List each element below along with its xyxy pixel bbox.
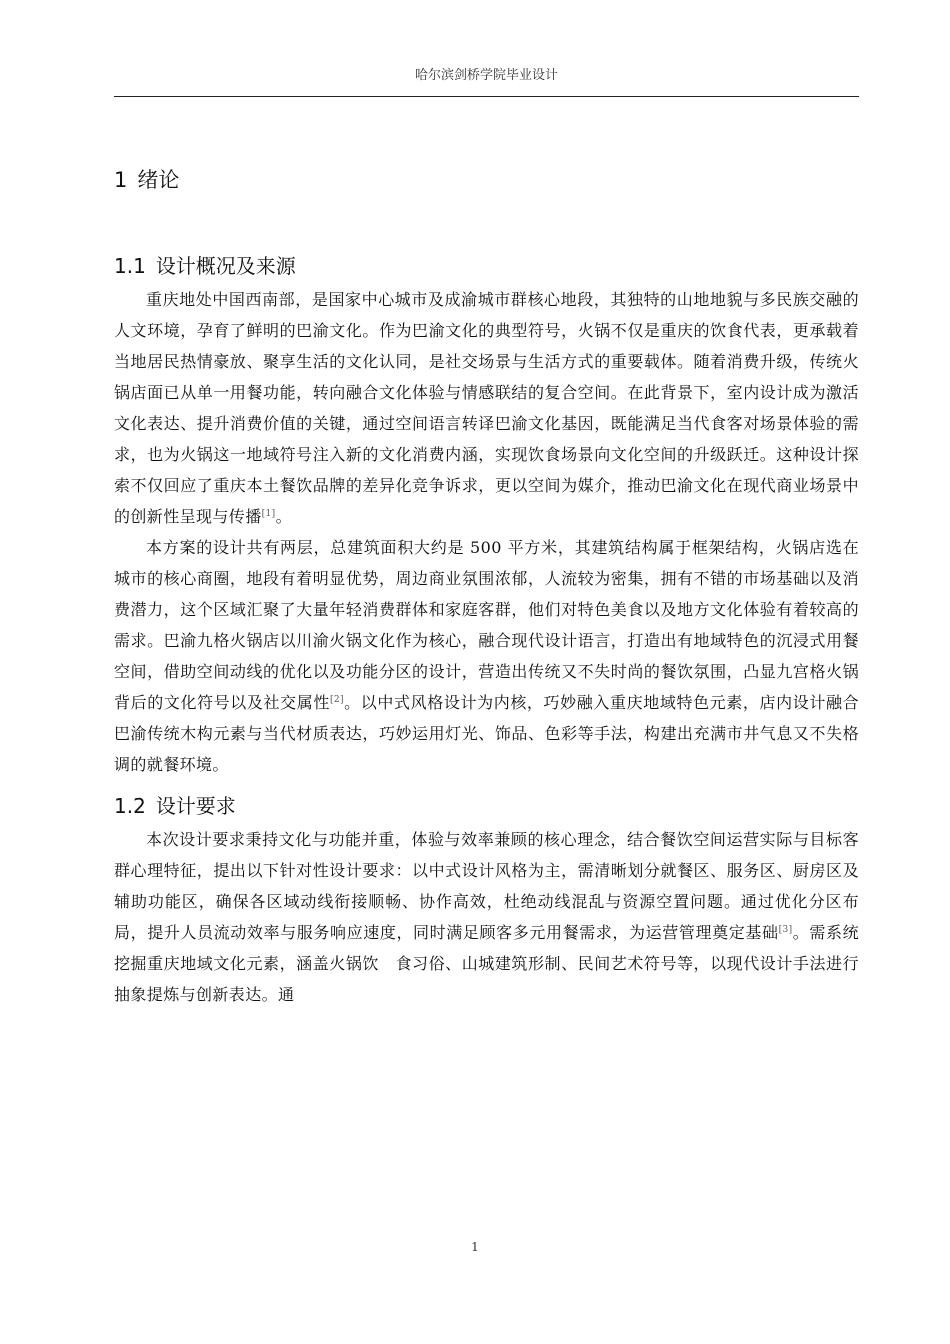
document-body	[114, 160, 859, 1010]
paragraph	[114, 824, 859, 1010]
paragraph-tail: 。	[275, 507, 292, 526]
page-number: 1	[471, 1240, 479, 1254]
citation-ref: [1]	[261, 509, 276, 519]
paragraph	[114, 284, 859, 532]
paragraph-text: 本方案的设计共有两层，总建筑面积大约是 500 平方米，其建筑结构属于框架结构，火锅店选在城市的核心商圈，地段有着明显优势，周边商业氛围浓郁，人流较为密集，拥有不错的市场基础以及消费潜力，这个区域汇聚了大量年轻消费群体和家庭客群，他们对特色美食以及地方文化体验有着较高的需求。巴渝九格火锅店以川渝火锅文化作为核心，融合现代设计语言，打造出有地域特色的沉浸式用餐空间，借助空间动线的优化以及功能分区的设计，营造出传统又不失时尚的餐饮氛围，凸显九宫格火锅背后的文化符号以及社交属性	[114, 538, 859, 712]
section-number: 1.1	[114, 254, 146, 278]
citation-ref: [2]	[330, 695, 344, 705]
citation-ref: [3]	[778, 925, 793, 935]
section-number: 1.2	[114, 794, 146, 818]
chapter-heading	[114, 160, 859, 200]
paragraph	[114, 532, 859, 780]
chapter-title: 绪论	[137, 168, 180, 192]
page-header: 哈尔滨剑桥学院毕业设计	[414, 68, 558, 83]
paragraph-tail: 。以中式风格设计为内核，巧妙融入重庆地域特色元素，店内设计融合巴渝传统木构元素与当代材质表达，巧妙运用灯光、饰品、色彩等手法，构建出充满市井气息又不失格调的就餐环境。	[114, 693, 860, 774]
paragraph-text: 本次设计要求秉持文化与功能并重，体验与效率兼顾的核心理念，结合餐饮空间运营实际与目标客群心理特征，提出以下针对性设计要求：以中式设计风格为主，需清晰划分就餐区、服务区、厨房区及辅助功能区，确保各区域动线衔接顺畅、协作高效，杜绝动线混乱与资源空置问题。通过优化分区布局，提升人员流动效率与服务响应速度，同时满足顾客多元用餐需求，为运营管理奠定基础	[114, 830, 859, 942]
paragraph-text: 重庆地处中国西南部，是国家中心城市及成渝城市群核心地段，其独特的山地地貌与多民族交融的人文环境，孕育了鲜明的巴渝文化。作为巴渝文化的典型符号，火锅不仅是重庆的饮食代表，更承载着当地居民热情豪放、聚享生活的文化认同，是社交场景与生活方式的重要载体。随着消费升级，传统火锅店面已从单一用餐功能，转向融合文化体验与情感联结的复合空间。在此背景下，室内设计成为激活文化表达、提升消费价值的关键，通过空间语言转译巴渝文化基因，既能满足当代食客对场景体验的需求，也为火锅这一地域符号注入新的文化消费内涵，实现饮食场景向文化空间的升级跃迁。这种设计探索不仅回应了重庆本土餐饮品牌的差异化竞争诉求，更以空间为媒介，推动巴渝文化在现代商业场景中的创新性呈现与传播	[114, 290, 859, 526]
paragraph-tail: 。需系统挖掘重庆地域文化元素，涵盖火锅饮 食习俗、山城建筑形制、民间艺术符号等，以现代设计手法进行抽象提炼与创新表达。通	[114, 923, 859, 1004]
section-title: 设计概况及来源	[155, 254, 296, 278]
section-heading-1-1	[114, 248, 859, 284]
section-heading-1-2	[114, 788, 859, 824]
header-divider	[114, 96, 859, 97]
chapter-number: 1	[114, 168, 128, 192]
section-title: 设计要求	[155, 794, 236, 818]
